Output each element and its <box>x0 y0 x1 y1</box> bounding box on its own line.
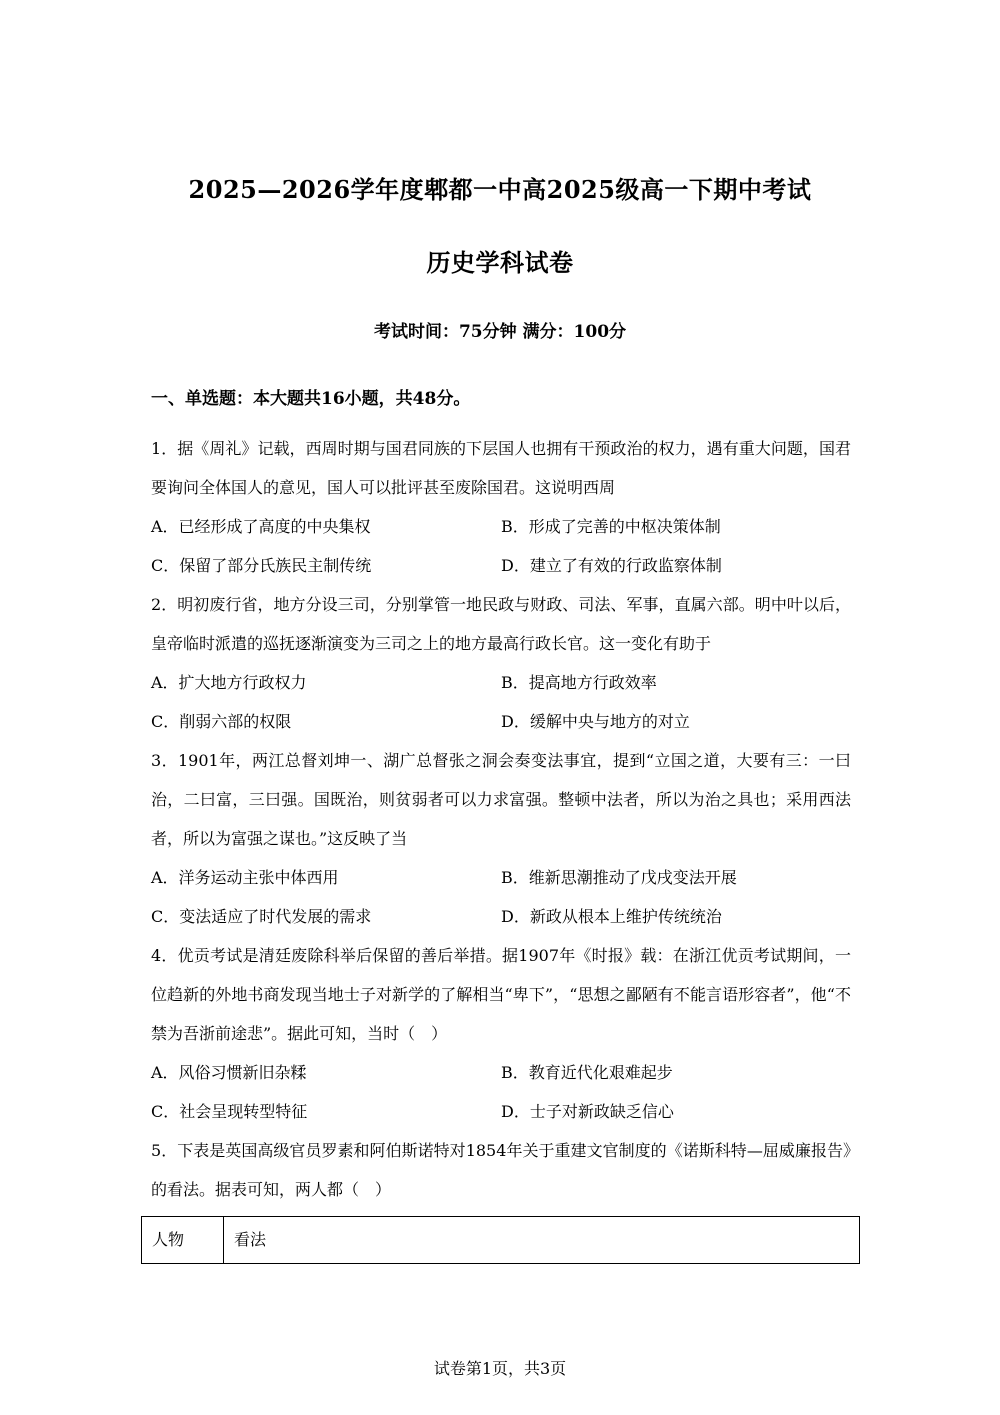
option-a: A．洋务运动主张中体西用 <box>151 868 339 887</box>
option-row <box>151 702 851 741</box>
option-a: A．已经形成了高度的中央集权 <box>151 517 371 536</box>
option-c: C．削弱六部的权限 <box>151 712 292 731</box>
section-heading: 一、单选题：本大题共16小题，共48分。 <box>151 389 471 409</box>
page-footer: 试卷第1页，共3页 <box>433 1359 567 1378</box>
option-a: A．扩大地方行政权力 <box>151 673 307 692</box>
option-d: D．缓解中央与地方的对立 <box>501 712 690 731</box>
table-header-row <box>142 1217 860 1264</box>
option-c: C．变法适应了时代发展的需求 <box>151 907 372 926</box>
question-list <box>151 429 851 1209</box>
exam-info: 考试时间：75分钟 满分：100分 <box>373 322 627 342</box>
table-header-opinion: 看法 <box>224 1217 860 1264</box>
option-b: B．教育近代化艰难起步 <box>501 1063 673 1082</box>
option-b: B．提高地方行政效率 <box>501 673 657 692</box>
option-d: D．建立了有效的行政监察体制 <box>501 556 722 575</box>
option-d: D．新政从根本上维护传统统治 <box>501 907 722 926</box>
option-c: C．社会呈现转型特征 <box>151 1102 308 1121</box>
option-b: B．形成了完善的中枢决策体制 <box>501 517 721 536</box>
option-row <box>151 858 851 897</box>
question-stem-5: 5．下表是英国高级官员罗素和阿伯斯诺特对1854年关于重建文官制度的《诺斯科特—屈威廉报告》的看法。据表可知，两人都（ ） <box>151 1141 851 1199</box>
option-row <box>151 507 851 546</box>
question-stem-4: 4．优贡考试是清廷废除科举后保留的善后举措。据1907年《时报》载：在浙江优贡考试期间，一位趋新的外地书商发现当地士子对新学的了解相当“卑下”，“思想之鄙陋有不能言语形容者”，他“不禁为吾浙前途悲”。据此可知，当时（ ） <box>151 946 851 1043</box>
exam-title: 2025—2026学年度郫都一中高2025级高一下期中考试 <box>188 175 812 204</box>
table-header-person: 人物 <box>142 1217 224 1264</box>
option-row <box>151 663 851 702</box>
question-stem-3: 3．1901年，两江总督刘坤一、湖广总督张之洞会奏变法事宜，提到“立国之道，大要有三：一曰治，二曰富，三曰强。国既治，则贫弱者可以力求富强。整顿中法者，所以为治之具也；采用西法者，所以为富强之谋也。”这反映了当 <box>151 751 851 848</box>
opinion-table <box>141 1216 860 1264</box>
option-a: A．风俗习惯新旧杂糅 <box>151 1063 307 1082</box>
option-b: B．维新思潮推动了戊戌变法开展 <box>501 868 737 887</box>
option-d: D．士子对新政缺乏信心 <box>501 1102 674 1121</box>
question-stem-1: 1．据《周礼》记载，西周时期与国君同族的下层国人也拥有干预政治的权力，遇有重大问题，国君要询问全体国人的意见，国人可以批评甚至废除国君。这说明西周 <box>151 439 851 497</box>
option-row <box>151 1053 851 1092</box>
question-5-table <box>141 1216 860 1264</box>
subject-title: 历史学科试卷 <box>426 248 574 277</box>
option-row <box>151 546 851 585</box>
option-row <box>151 1092 851 1131</box>
option-row <box>151 897 851 936</box>
option-c: C．保留了部分氏族民主制传统 <box>151 556 372 575</box>
question-stem-2: 2．明初废行省，地方分设三司，分别掌管一地民政与财政、司法、军事，直属六部。明中叶以后，皇帝临时派遣的巡抚逐渐演变为三司之上的地方最高行政长官。这一变化有助于 <box>151 595 851 653</box>
